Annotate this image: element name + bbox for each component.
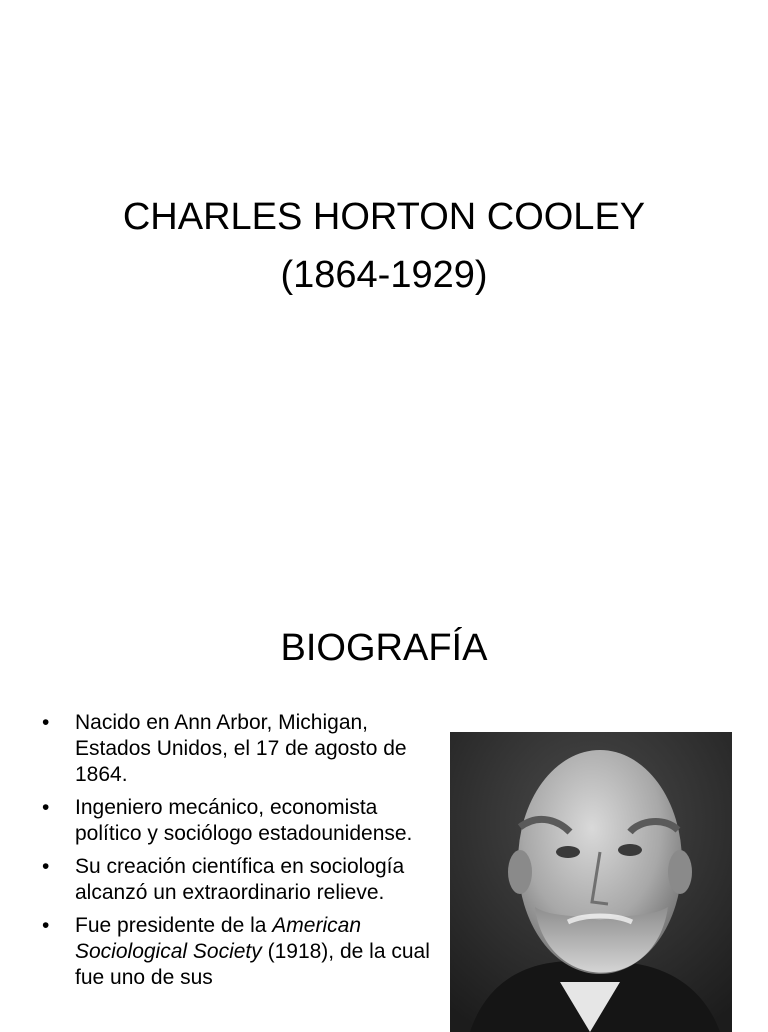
portrait-photo	[450, 732, 732, 1032]
list-item	[42, 913, 432, 991]
list-item	[42, 795, 432, 847]
bullet-text: Su creación científica en sociología alcanzó un extraordinario relieve.	[75, 855, 405, 904]
society-name: American Sociological Society	[75, 914, 361, 963]
bullet-text-prefix: Fue presidente de la	[75, 914, 273, 937]
bullet-text: Nacido en Ann Arbor, Michigan, Estados Unidos, el 17 de agosto de 1864.	[75, 711, 407, 786]
bullet-text-suffix: (1918), de la cual fue uno de sus	[75, 940, 430, 989]
bullet-text: Ingeniero mecánico, economista político y sociólogo estadounidense.	[75, 796, 413, 845]
title-years: (1864-1929)	[280, 254, 488, 296]
slide-title	[0, 188, 768, 304]
bullet-text	[75, 914, 430, 989]
bullet-icon: •	[42, 796, 50, 819]
bullet-icon: •	[42, 914, 50, 937]
bullet-icon: •	[42, 855, 50, 878]
list-item	[42, 854, 432, 906]
biography-slide	[0, 580, 768, 1024]
title-name: CHARLES HORTON COOLEY	[122, 196, 646, 238]
biography-bullet-list	[42, 710, 432, 998]
bullet-icon: •	[42, 711, 50, 734]
biography-heading: BIOGRAFÍA	[280, 627, 488, 669]
list-item	[42, 710, 432, 788]
portrait-illustration	[450, 732, 732, 1032]
